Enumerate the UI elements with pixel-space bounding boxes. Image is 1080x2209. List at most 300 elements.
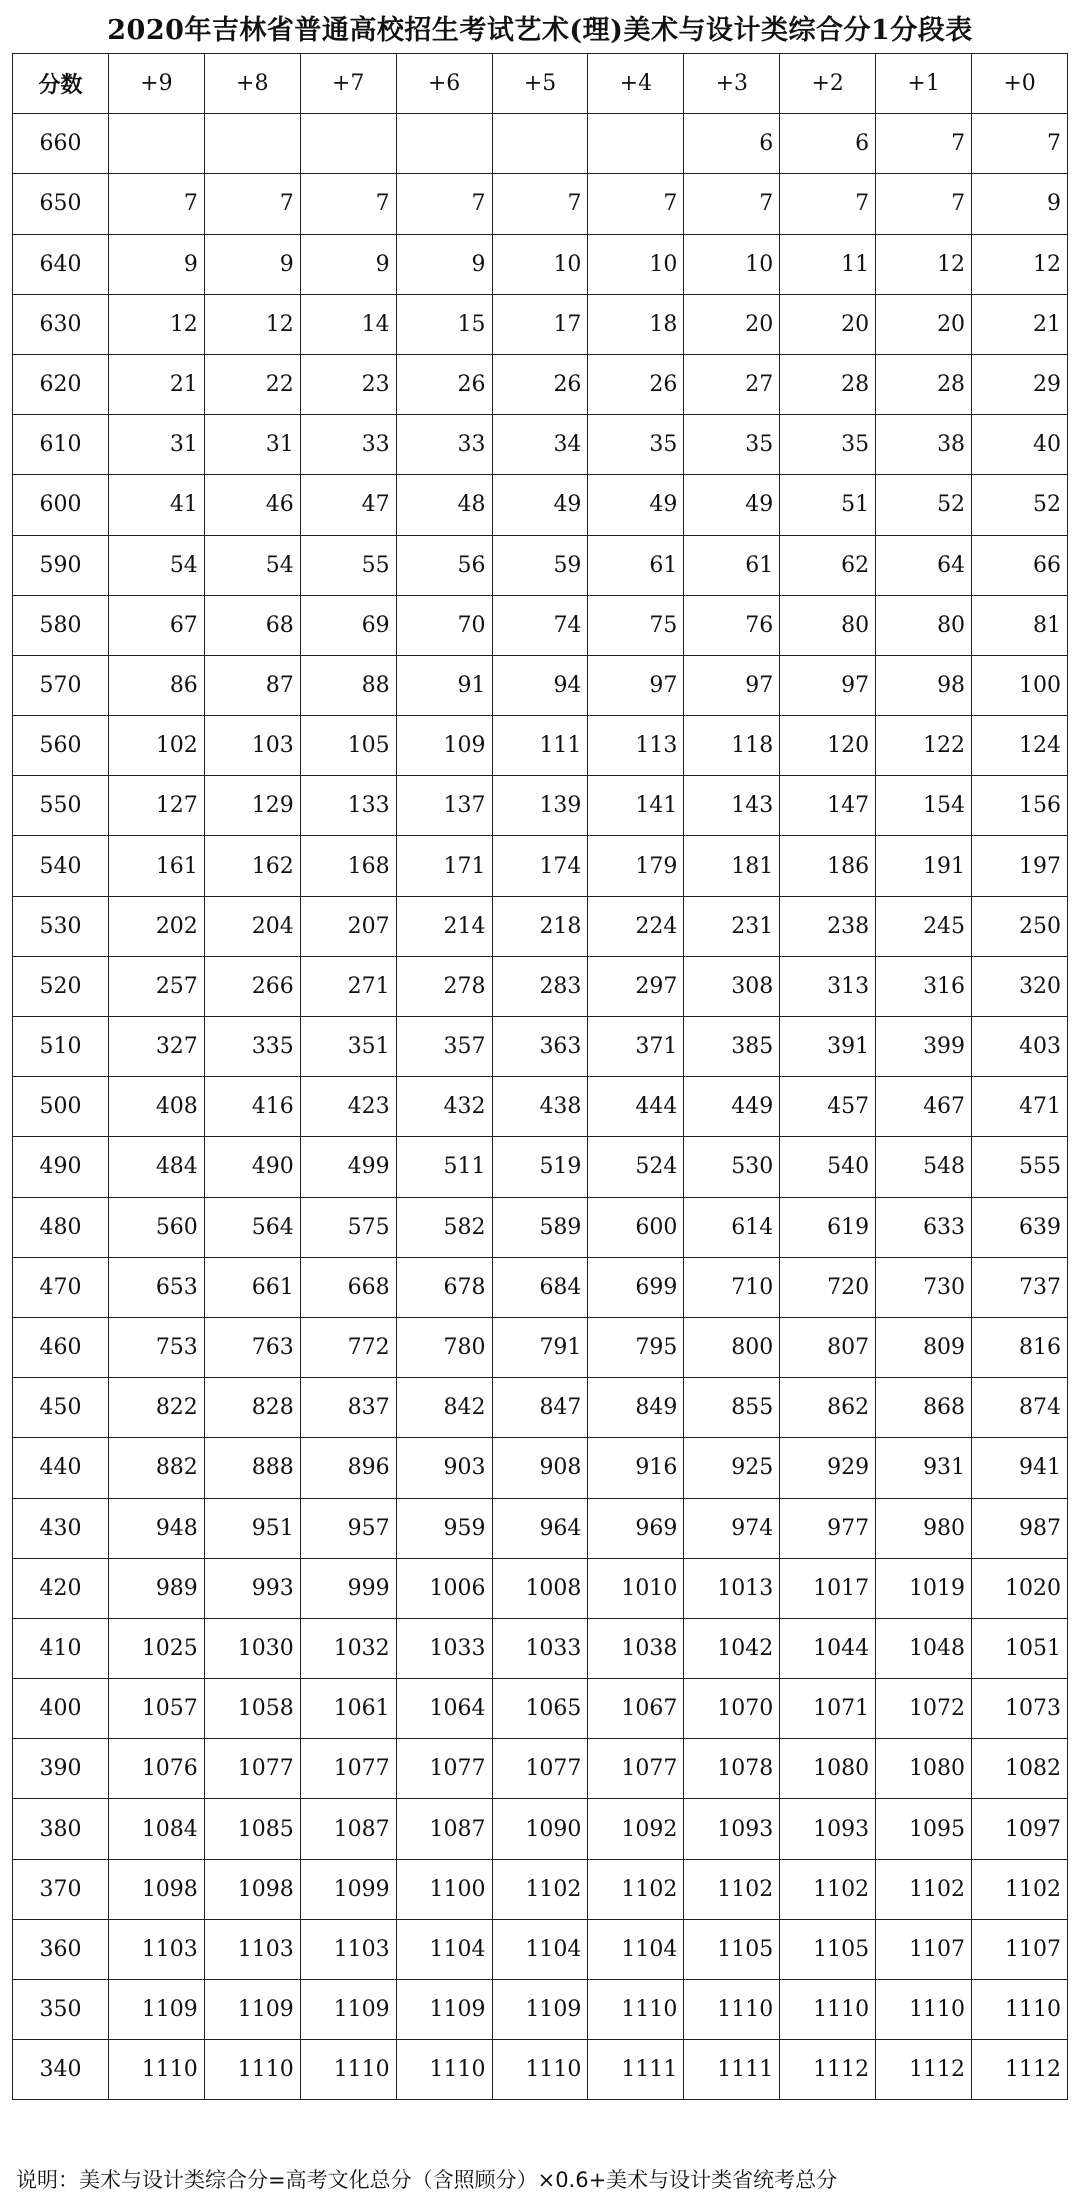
cumulative-count: 327	[108, 1017, 204, 1077]
cumulative-count: 444	[588, 1077, 684, 1137]
cumulative-count: 40	[972, 415, 1068, 475]
row-score: 340	[13, 2040, 109, 2100]
cumulative-count: 980	[876, 1498, 972, 1558]
cumulative-count: 46	[204, 475, 300, 535]
cumulative-count: 68	[204, 595, 300, 655]
table-row	[13, 836, 1068, 896]
cumulative-count: 699	[588, 1257, 684, 1317]
cumulative-count: 1010	[588, 1558, 684, 1618]
table-header-row	[13, 54, 1068, 114]
cumulative-count: 791	[492, 1317, 588, 1377]
cumulative-count: 1110	[588, 1980, 684, 2040]
cumulative-count: 555	[972, 1137, 1068, 1197]
cumulative-count: 171	[396, 836, 492, 896]
header-offset: +9	[108, 54, 204, 114]
cumulative-count: 97	[588, 655, 684, 715]
row-score: 580	[13, 595, 109, 655]
cumulative-count: 888	[204, 1438, 300, 1498]
cumulative-count: 993	[204, 1558, 300, 1618]
cumulative-count: 1077	[300, 1739, 396, 1799]
table-row	[13, 956, 1068, 1016]
cumulative-count	[204, 114, 300, 174]
cumulative-count: 34	[492, 415, 588, 475]
row-score: 460	[13, 1317, 109, 1377]
cumulative-count: 1090	[492, 1799, 588, 1859]
cumulative-count: 7	[780, 174, 876, 234]
cumulative-count: 1064	[396, 1679, 492, 1739]
table-row	[13, 776, 1068, 836]
cumulative-count: 1110	[972, 1980, 1068, 2040]
cumulative-count: 1095	[876, 1799, 972, 1859]
cumulative-count: 1102	[588, 1859, 684, 1919]
cumulative-count: 1112	[780, 2040, 876, 2100]
cumulative-count: 1057	[108, 1679, 204, 1739]
cumulative-count: 807	[780, 1317, 876, 1377]
cumulative-count: 837	[300, 1378, 396, 1438]
cumulative-count: 9	[108, 234, 204, 294]
cumulative-count: 75	[588, 595, 684, 655]
cumulative-count: 530	[684, 1137, 780, 1197]
cumulative-count: 7	[876, 174, 972, 234]
cumulative-count: 977	[780, 1498, 876, 1558]
cumulative-count: 1102	[684, 1859, 780, 1919]
cumulative-count: 7	[108, 174, 204, 234]
table-row	[13, 1919, 1068, 1979]
cumulative-count: 31	[108, 415, 204, 475]
row-score: 560	[13, 716, 109, 776]
page-title: 2020年吉林省普通高校招生考试艺术(理)美术与设计类综合分1分段表	[107, 15, 973, 46]
cumulative-count: 408	[108, 1077, 204, 1137]
table-row	[13, 1558, 1068, 1618]
cumulative-count: 70	[396, 595, 492, 655]
cumulative-count: 12	[876, 234, 972, 294]
cumulative-count: 471	[972, 1077, 1068, 1137]
cumulative-count: 12	[972, 234, 1068, 294]
cumulative-count: 753	[108, 1317, 204, 1377]
cumulative-count: 999	[300, 1558, 396, 1618]
cumulative-count: 916	[588, 1438, 684, 1498]
cumulative-count: 174	[492, 836, 588, 896]
cumulative-count: 908	[492, 1438, 588, 1498]
cumulative-count: 1099	[300, 1859, 396, 1919]
cumulative-count: 1102	[876, 1859, 972, 1919]
cumulative-count: 257	[108, 956, 204, 1016]
cumulative-count: 113	[588, 716, 684, 776]
cumulative-count: 97	[780, 655, 876, 715]
cumulative-count: 278	[396, 956, 492, 1016]
cumulative-count: 490	[204, 1137, 300, 1197]
table-row	[13, 114, 1068, 174]
cumulative-count: 122	[876, 716, 972, 776]
cumulative-count: 54	[108, 535, 204, 595]
cumulative-count: 204	[204, 896, 300, 956]
cumulative-count: 957	[300, 1498, 396, 1558]
cumulative-count: 316	[876, 956, 972, 1016]
cumulative-count: 98	[876, 655, 972, 715]
cumulative-count: 809	[876, 1317, 972, 1377]
cumulative-count: 1006	[396, 1558, 492, 1618]
row-score: 620	[13, 354, 109, 414]
cumulative-count: 181	[684, 836, 780, 896]
cumulative-count: 111	[492, 716, 588, 776]
row-score: 410	[13, 1618, 109, 1678]
cumulative-count: 127	[108, 776, 204, 836]
cumulative-count: 1105	[780, 1919, 876, 1979]
cumulative-count: 614	[684, 1197, 780, 1257]
row-score: 510	[13, 1017, 109, 1077]
cumulative-count: 35	[684, 415, 780, 475]
cumulative-count: 842	[396, 1378, 492, 1438]
cumulative-count: 1103	[204, 1919, 300, 1979]
row-score: 640	[13, 234, 109, 294]
row-score: 480	[13, 1197, 109, 1257]
cumulative-count: 1104	[492, 1919, 588, 1979]
cumulative-count: 1109	[108, 1980, 204, 2040]
header-offset: +0	[972, 54, 1068, 114]
cumulative-count: 27	[684, 354, 780, 414]
cumulative-count: 847	[492, 1378, 588, 1438]
cumulative-count: 14	[300, 294, 396, 354]
cumulative-count: 10	[684, 234, 780, 294]
cumulative-count: 250	[972, 896, 1068, 956]
row-score: 630	[13, 294, 109, 354]
cumulative-count: 737	[972, 1257, 1068, 1317]
cumulative-count: 10	[588, 234, 684, 294]
cumulative-count: 1110	[684, 1980, 780, 2040]
cumulative-count: 33	[396, 415, 492, 475]
cumulative-count: 38	[876, 415, 972, 475]
header-offset: +3	[684, 54, 780, 114]
cumulative-count: 191	[876, 836, 972, 896]
cumulative-count	[108, 114, 204, 174]
cumulative-count: 238	[780, 896, 876, 956]
cumulative-count: 896	[300, 1438, 396, 1498]
cumulative-count: 271	[300, 956, 396, 1016]
cumulative-count: 1093	[780, 1799, 876, 1859]
header-offset: +2	[780, 54, 876, 114]
cumulative-count: 109	[396, 716, 492, 776]
cumulative-count: 22	[204, 354, 300, 414]
cumulative-count: 1110	[492, 2040, 588, 2100]
table-row	[13, 1498, 1068, 1558]
cumulative-count: 1077	[588, 1739, 684, 1799]
cumulative-count: 11	[780, 234, 876, 294]
cumulative-count: 12	[108, 294, 204, 354]
cumulative-count: 1071	[780, 1679, 876, 1739]
table-row	[13, 1197, 1068, 1257]
cumulative-count: 7	[492, 174, 588, 234]
table-row	[13, 1859, 1068, 1919]
cumulative-count: 661	[204, 1257, 300, 1317]
cumulative-count: 94	[492, 655, 588, 715]
cumulative-count: 795	[588, 1317, 684, 1377]
row-score: 380	[13, 1799, 109, 1859]
cumulative-count: 1051	[972, 1618, 1068, 1678]
cumulative-count: 80	[876, 595, 972, 655]
cumulative-count: 1033	[396, 1618, 492, 1678]
cumulative-count: 1065	[492, 1679, 588, 1739]
cumulative-count: 313	[780, 956, 876, 1016]
cumulative-count: 1102	[972, 1859, 1068, 1919]
cumulative-count: 67	[108, 595, 204, 655]
table-row	[13, 655, 1068, 715]
cumulative-count: 7	[588, 174, 684, 234]
table-row	[13, 1317, 1068, 1377]
cumulative-count: 100	[972, 655, 1068, 715]
table-row	[13, 1980, 1068, 2040]
cumulative-count: 780	[396, 1317, 492, 1377]
cumulative-count: 903	[396, 1438, 492, 1498]
cumulative-count: 619	[780, 1197, 876, 1257]
cumulative-count: 26	[492, 354, 588, 414]
cumulative-count: 124	[972, 716, 1068, 776]
cumulative-count: 1017	[780, 1558, 876, 1618]
table-row	[13, 716, 1068, 776]
cumulative-count: 91	[396, 655, 492, 715]
cumulative-count: 1105	[684, 1919, 780, 1979]
cumulative-count: 55	[300, 535, 396, 595]
cumulative-count: 1103	[300, 1919, 396, 1979]
cumulative-count: 1067	[588, 1679, 684, 1739]
cumulative-count: 403	[972, 1017, 1068, 1077]
cumulative-count: 54	[204, 535, 300, 595]
cumulative-count: 1100	[396, 1859, 492, 1919]
cumulative-count: 849	[588, 1378, 684, 1438]
cumulative-count	[396, 114, 492, 174]
row-score: 400	[13, 1679, 109, 1739]
cumulative-count: 1102	[780, 1859, 876, 1919]
header-offset: +5	[492, 54, 588, 114]
cumulative-count: 147	[780, 776, 876, 836]
cumulative-count: 202	[108, 896, 204, 956]
cumulative-count: 1058	[204, 1679, 300, 1739]
row-score: 570	[13, 655, 109, 715]
cumulative-count: 882	[108, 1438, 204, 1498]
cumulative-count: 143	[684, 776, 780, 836]
cumulative-count: 399	[876, 1017, 972, 1077]
cumulative-count: 1098	[204, 1859, 300, 1919]
cumulative-count: 87	[204, 655, 300, 715]
cumulative-count: 1102	[492, 1859, 588, 1919]
cumulative-count: 511	[396, 1137, 492, 1197]
table-row	[13, 1378, 1068, 1438]
cumulative-count: 1077	[492, 1739, 588, 1799]
cumulative-count: 351	[300, 1017, 396, 1077]
cumulative-count: 102	[108, 716, 204, 776]
header-offset: +7	[300, 54, 396, 114]
table-row	[13, 415, 1068, 475]
cumulative-count: 582	[396, 1197, 492, 1257]
cumulative-count: 9	[204, 234, 300, 294]
table-row	[13, 1679, 1068, 1739]
cumulative-count: 1107	[972, 1919, 1068, 1979]
cumulative-count: 548	[876, 1137, 972, 1197]
cumulative-count: 186	[780, 836, 876, 896]
cumulative-count: 1082	[972, 1739, 1068, 1799]
cumulative-count: 948	[108, 1498, 204, 1558]
cumulative-count: 76	[684, 595, 780, 655]
cumulative-count: 1038	[588, 1618, 684, 1678]
cumulative-count: 231	[684, 896, 780, 956]
cumulative-count: 1107	[876, 1919, 972, 1979]
cumulative-count: 1097	[972, 1799, 1068, 1859]
cumulative-count: 20	[876, 294, 972, 354]
cumulative-count: 33	[300, 415, 396, 475]
cumulative-count: 81	[972, 595, 1068, 655]
cumulative-count: 710	[684, 1257, 780, 1317]
cumulative-count: 371	[588, 1017, 684, 1077]
cumulative-count: 929	[780, 1438, 876, 1498]
cumulative-count: 1080	[876, 1739, 972, 1799]
cumulative-count: 1110	[396, 2040, 492, 2100]
table-row	[13, 234, 1068, 294]
cumulative-count: 20	[684, 294, 780, 354]
cumulative-count: 35	[780, 415, 876, 475]
row-score: 370	[13, 1859, 109, 1919]
cumulative-count: 179	[588, 836, 684, 896]
table-row	[13, 2040, 1068, 2100]
cumulative-count: 51	[780, 475, 876, 535]
cumulative-count: 1077	[204, 1739, 300, 1799]
cumulative-count: 139	[492, 776, 588, 836]
score-distribution-table	[12, 53, 1068, 2100]
cumulative-count: 56	[396, 535, 492, 595]
cumulative-count: 668	[300, 1257, 396, 1317]
cumulative-count: 59	[492, 535, 588, 595]
cumulative-count: 416	[204, 1077, 300, 1137]
cumulative-count: 800	[684, 1317, 780, 1377]
cumulative-count: 41	[108, 475, 204, 535]
table-row	[13, 354, 1068, 414]
cumulative-count: 423	[300, 1077, 396, 1137]
cumulative-count: 1112	[876, 2040, 972, 2100]
cumulative-count: 141	[588, 776, 684, 836]
cumulative-count: 1112	[972, 2040, 1068, 2100]
cumulative-count: 7	[876, 114, 972, 174]
cumulative-count: 88	[300, 655, 396, 715]
cumulative-count: 1042	[684, 1618, 780, 1678]
cumulative-count: 484	[108, 1137, 204, 1197]
cumulative-count: 66	[972, 535, 1068, 595]
cumulative-count: 1032	[300, 1618, 396, 1678]
cumulative-count: 989	[108, 1558, 204, 1618]
cumulative-count: 1013	[684, 1558, 780, 1618]
row-score: 470	[13, 1257, 109, 1317]
cumulative-count: 816	[972, 1317, 1068, 1377]
cumulative-count: 64	[876, 535, 972, 595]
cumulative-count: 320	[972, 956, 1068, 1016]
cumulative-count: 720	[780, 1257, 876, 1317]
cumulative-count: 1110	[300, 2040, 396, 2100]
row-score: 550	[13, 776, 109, 836]
cumulative-count: 1110	[108, 2040, 204, 2100]
row-score: 530	[13, 896, 109, 956]
cumulative-count: 969	[588, 1498, 684, 1558]
cumulative-count: 1104	[396, 1919, 492, 1979]
cumulative-count: 987	[972, 1498, 1068, 1558]
cumulative-count: 105	[300, 716, 396, 776]
cumulative-count: 1085	[204, 1799, 300, 1859]
cumulative-count: 1019	[876, 1558, 972, 1618]
cumulative-count: 1111	[684, 2040, 780, 2100]
table-row	[13, 1017, 1068, 1077]
cumulative-count: 61	[684, 535, 780, 595]
cumulative-count: 931	[876, 1438, 972, 1498]
cumulative-count: 772	[300, 1317, 396, 1377]
cumulative-count: 519	[492, 1137, 588, 1197]
cumulative-count: 964	[492, 1498, 588, 1558]
cumulative-count: 61	[588, 535, 684, 595]
cumulative-count: 31	[204, 415, 300, 475]
cumulative-count: 855	[684, 1378, 780, 1438]
cumulative-count: 1109	[300, 1980, 396, 2040]
cumulative-count: 69	[300, 595, 396, 655]
cumulative-count: 23	[300, 354, 396, 414]
cumulative-count: 1080	[780, 1739, 876, 1799]
cumulative-count: 1087	[396, 1799, 492, 1859]
cumulative-count: 133	[300, 776, 396, 836]
row-score: 390	[13, 1739, 109, 1799]
cumulative-count	[588, 114, 684, 174]
cumulative-count: 7	[396, 174, 492, 234]
cumulative-count: 1033	[492, 1618, 588, 1678]
cumulative-count: 524	[588, 1137, 684, 1197]
cumulative-count: 161	[108, 836, 204, 896]
table-row	[13, 475, 1068, 535]
cumulative-count: 62	[780, 535, 876, 595]
header-offset: +1	[876, 54, 972, 114]
row-score: 590	[13, 535, 109, 595]
cumulative-count: 207	[300, 896, 396, 956]
cumulative-count: 52	[972, 475, 1068, 535]
cumulative-count: 245	[876, 896, 972, 956]
cumulative-count: 15	[396, 294, 492, 354]
footnote: 说明：美术与设计类综合分=高考文化总分（含照顾分）×0.6+美术与设计类省统考总分	[16, 2168, 838, 2192]
cumulative-count: 80	[780, 595, 876, 655]
cumulative-count	[300, 114, 396, 174]
table-row	[13, 1077, 1068, 1137]
cumulative-count: 589	[492, 1197, 588, 1257]
cumulative-count: 28	[780, 354, 876, 414]
cumulative-count: 29	[972, 354, 1068, 414]
cumulative-count: 1025	[108, 1618, 204, 1678]
table-row	[13, 535, 1068, 595]
cumulative-count: 449	[684, 1077, 780, 1137]
cumulative-count: 49	[492, 475, 588, 535]
cumulative-count: 540	[780, 1137, 876, 1197]
cumulative-count: 21	[108, 354, 204, 414]
row-score: 660	[13, 114, 109, 174]
table-row	[13, 896, 1068, 956]
row-score: 430	[13, 1498, 109, 1558]
cumulative-count: 21	[972, 294, 1068, 354]
table-row	[13, 1799, 1068, 1859]
row-score: 600	[13, 475, 109, 535]
row-score: 420	[13, 1558, 109, 1618]
cumulative-count: 7	[972, 114, 1068, 174]
cumulative-count: 49	[684, 475, 780, 535]
cumulative-count: 639	[972, 1197, 1068, 1257]
cumulative-count: 457	[780, 1077, 876, 1137]
cumulative-count: 12	[204, 294, 300, 354]
cumulative-count: 129	[204, 776, 300, 836]
cumulative-count: 432	[396, 1077, 492, 1137]
cumulative-count: 874	[972, 1378, 1068, 1438]
cumulative-count: 633	[876, 1197, 972, 1257]
cumulative-count: 1077	[396, 1739, 492, 1799]
cumulative-count: 266	[204, 956, 300, 1016]
cumulative-count: 357	[396, 1017, 492, 1077]
